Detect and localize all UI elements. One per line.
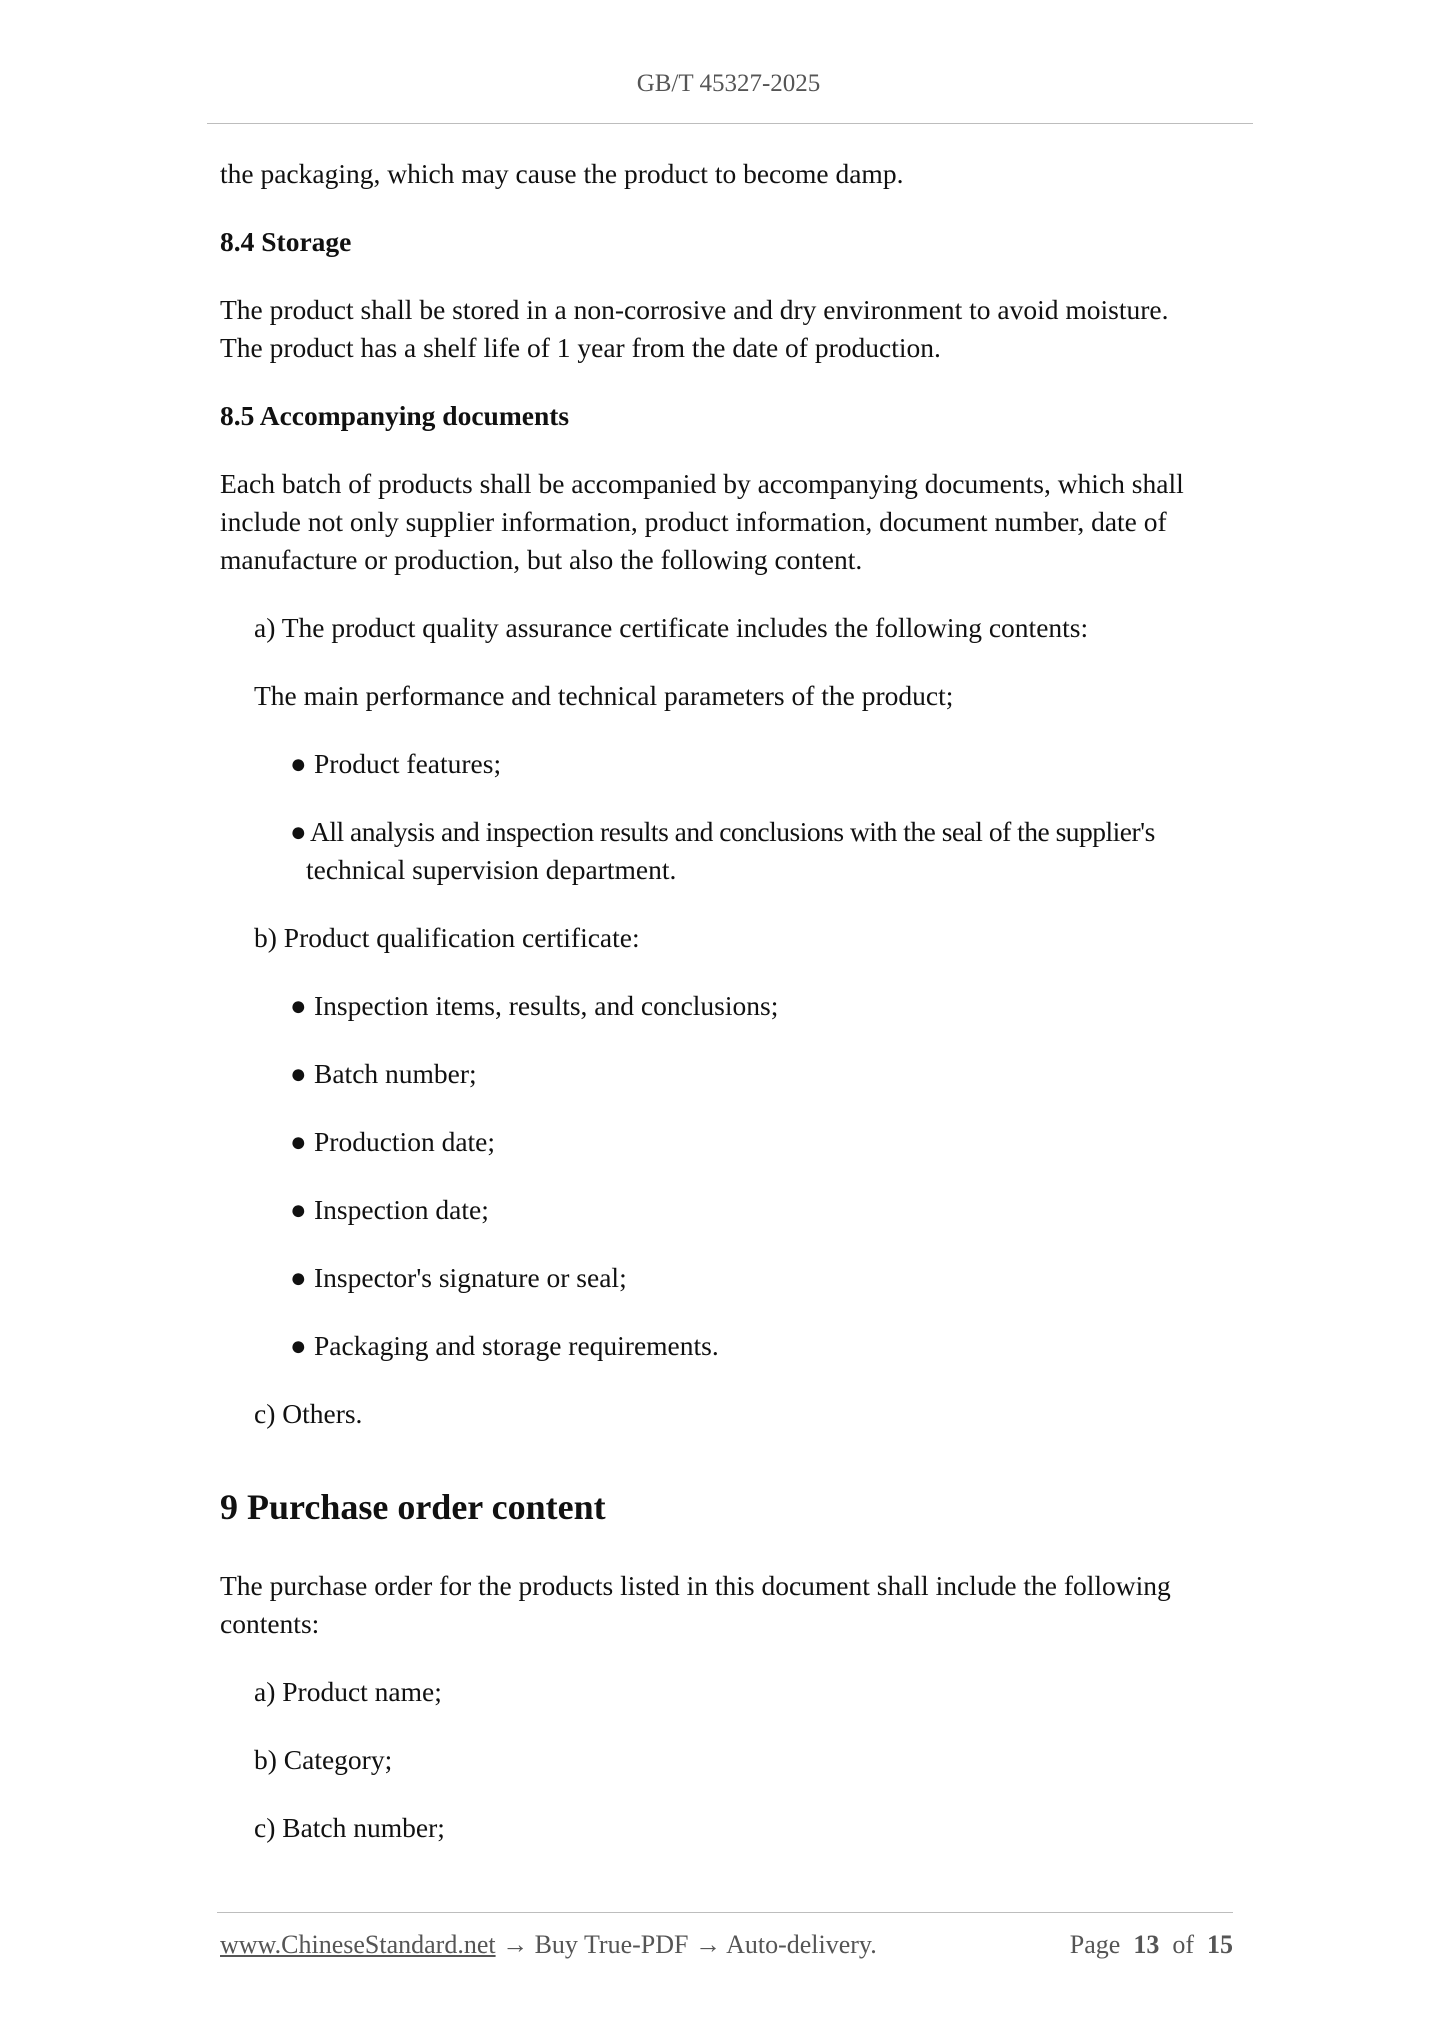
site-link[interactable]: www.ChineseStandard.net [220,1930,496,1959]
section-8-5-heading: 8.5 Accompanying documents [220,400,570,431]
header-rule [207,123,1253,124]
buy-text: Buy True-PDF [534,1930,689,1959]
bullet-item: ● Batch number; [220,1055,1243,1093]
document-id: GB/T 45327-2025 [636,70,821,97]
paragraph-line: The product has a shelf life of 1 year from the date of production. [220,332,941,363]
bullet-item: ● Packaging and storage requirements. [220,1327,1243,1365]
list-item-b: b) Product qualification certificate: [254,922,640,953]
section-8-4-paragraph [220,291,1243,367]
bullet-icon: ● [290,1330,307,1361]
section-8-5-paragraph [220,465,1243,579]
paragraph-line: The product shall be stored in a non-corrosive and dry environment to avoid moisture. [220,294,1169,325]
bullet-icon: ● [290,990,307,1021]
order-item: b) Category; [254,1744,393,1775]
bullet-icon: ● [290,1194,307,1225]
paragraph-line: The purchase order for the products listed in this document shall include the following [220,1570,1171,1601]
footer-rule [217,1912,1233,1913]
paragraph-line: Each batch of products shall be accompanied by accompanying documents, which shall [220,468,1184,499]
bullet-item: ● All analysis and inspection results and conclusions with the seal of the supplier's technical supervision department. [220,813,1243,889]
continued-paragraph: the packaging, which may cause the product to become damp. [220,158,904,189]
paragraph-line: contents: [220,1608,320,1639]
bullet-icon: ● [290,1058,307,1089]
bullet-icon: ● [290,748,307,779]
footer-promo [220,1930,877,1960]
running-header [207,70,1250,98]
bullet-icon: ● [290,816,307,847]
section-8-4-heading: 8.4 Storage [220,226,352,257]
bullet-icon: ● [290,1126,307,1157]
arrow-right-icon: → [502,1930,529,1959]
bullet-item: ● Inspector's signature or seal; [220,1259,1243,1297]
order-item: c) Batch number; [254,1812,445,1843]
bullet-item: ● Inspection date; [220,1191,1243,1229]
page-footer [220,1930,1233,1960]
arrow-right-icon: → [695,1930,721,1959]
current-page: 13 [1133,1930,1160,1959]
list-item-c: c) Others. [254,1398,363,1429]
list-item-a-subtext: The main performance and technical parameters of the product; [254,680,954,711]
bullet-item: ● Inspection items, results, and conclusions; [220,987,1243,1025]
total-pages: 15 [1207,1930,1233,1959]
paragraph-line: manufacture or production, but also the following content. [220,544,863,575]
section-9-paragraph [220,1567,1243,1643]
bullet-item: ● Production date; [220,1123,1243,1161]
bullet-icon: ● [290,1262,307,1293]
order-item: a) Product name; [254,1676,442,1707]
delivery-text: Auto-delivery. [726,1930,877,1959]
page-content [220,155,1243,1847]
page-indicator: Page 13 of 15 [1069,1930,1233,1959]
list-item-a: a) The product quality assurance certificate includes the following contents: [254,612,1089,643]
bullet-item: ● Product features; [220,745,1243,783]
section-9-heading: 9 Purchase order content [220,1487,606,1527]
paragraph-line: include not only supplier information, product information, document number, date of [220,506,1167,537]
